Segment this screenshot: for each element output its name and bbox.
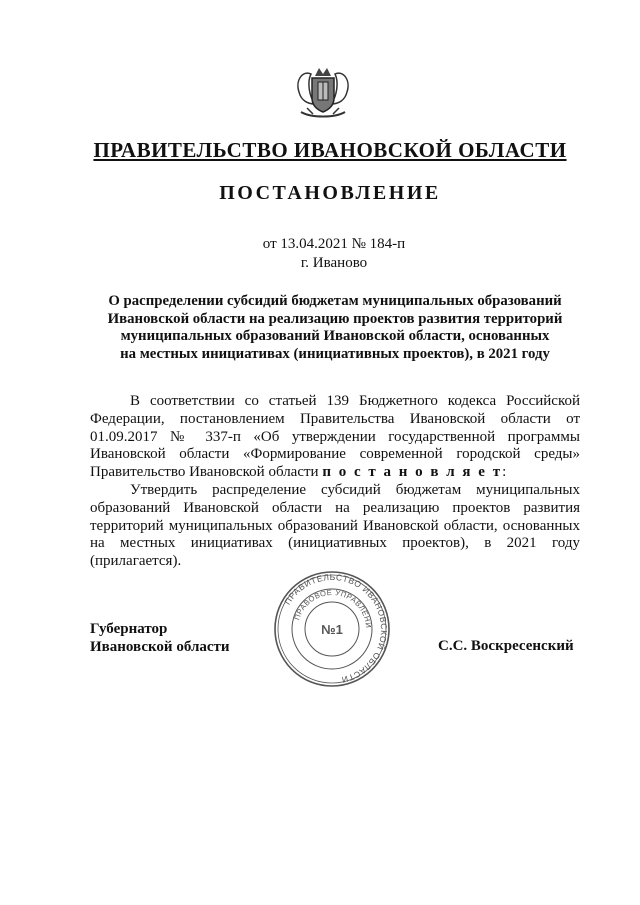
subject-line: на местных инициативах (инициативных проектов), в 2021 году — [120, 345, 550, 362]
body-paragraph — [90, 393, 580, 482]
city: г. Иваново — [300, 255, 368, 271]
signer-position — [90, 620, 230, 656]
paragraph-colon: : — [502, 464, 507, 481]
paragraph-text: В соответствии со статьей 139 Бюджетного кодекса Российской Федерации, постановлением Правительства Ивановской области от 01.09.2017 № 337-п «Об утверждении государственной программы Ивановской области «Формирование современной городской среды» Правительство Ивановской области — [90, 393, 580, 481]
stamp-number: №1 — [321, 622, 343, 637]
date-number: от 13.04.2021 № 184-п — [262, 236, 406, 252]
stamp-inner-text: ПРАВОВОЕ УПРАВЛЕНИ — [292, 587, 374, 629]
signer-position-line: Ивановской области — [90, 639, 230, 655]
government-title: ПРАВИТЕЛЬСТВО ИВАНОВСКОЙ ОБЛАСТИ — [93, 138, 567, 162]
official-stamp — [272, 569, 392, 689]
signer-name: С.С. Воскресенский — [438, 638, 574, 654]
document-type: ПОСТАНОВЛЕНИЕ — [219, 182, 441, 204]
signer-position-line: Губернатор — [90, 621, 168, 637]
subject-line: О распределении субсидий бюджетам муниципальных образований — [108, 293, 562, 309]
body-paragraph: Утвердить распределение субсидий бюджетам муниципальных образований Ивановской области на реализацию проектов развития территорий муниципальных образований Ивановской области, основанных на местных инициативах (инициативных проектов), в 2021 году (прилагается). — [90, 481, 580, 570]
document-subject — [90, 293, 580, 363]
subject-line: муниципальных образований Ивановской области, основанных — [120, 328, 550, 344]
resolution-verb: п о с т а н о в л я е т — [322, 464, 503, 481]
coat-of-arms-emblem — [293, 62, 353, 122]
subject-line: Ивановской области на реализацию проектов развития территорий — [107, 310, 563, 327]
document-body — [90, 393, 580, 571]
stamp-seal-icon — [272, 569, 392, 689]
coat-of-arms-icon — [293, 62, 353, 122]
stamp-outer-text: ПРАВИТЕЛЬСТВО ИВАНОВСКОЙ ОБЛАСТИ — [282, 571, 390, 686]
